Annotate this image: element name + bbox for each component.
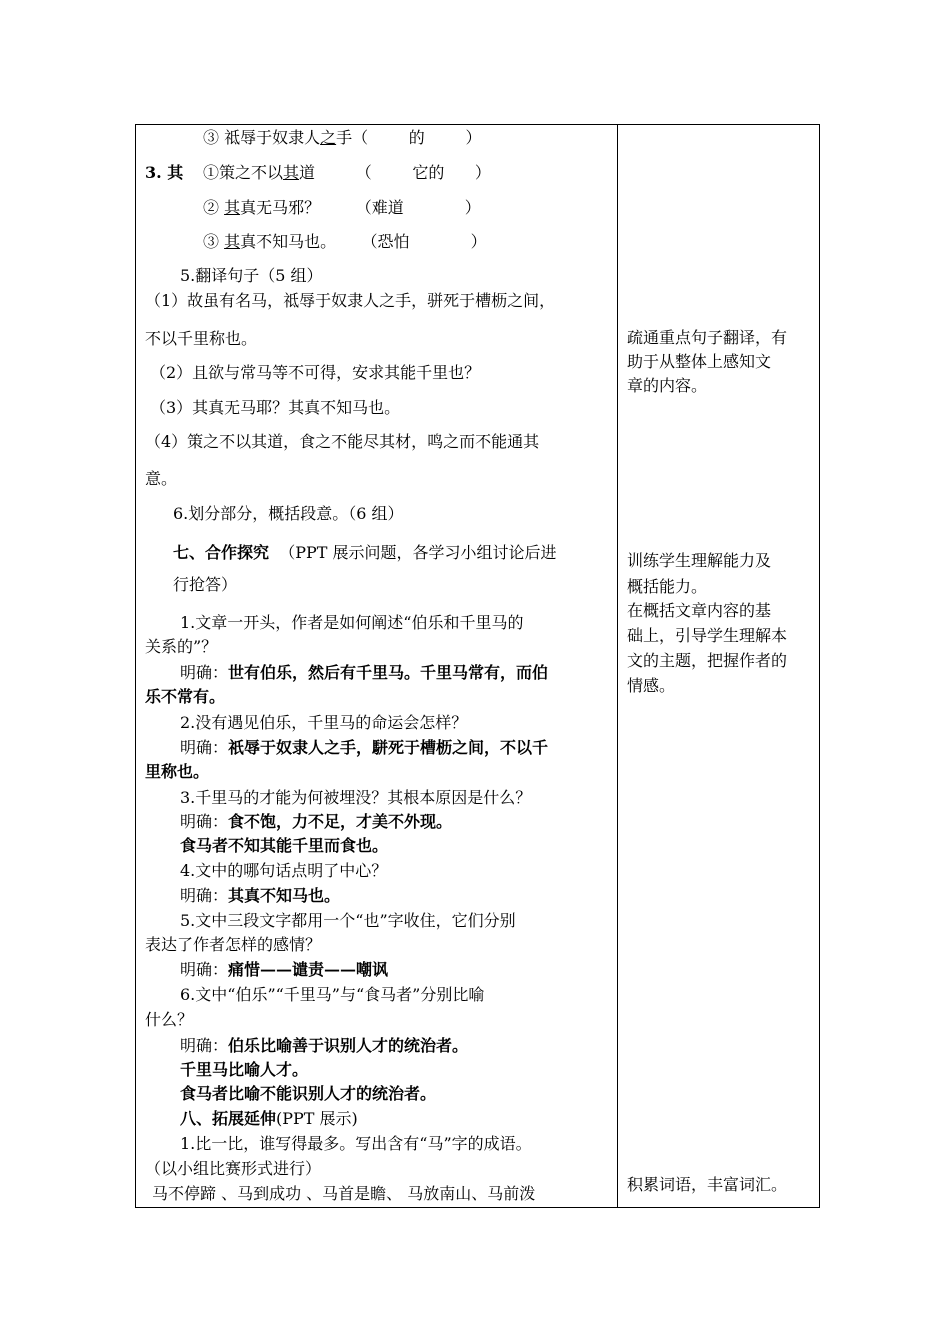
question-1-line-1: 1.文章一开头，作者是如何阐述“伯乐和千里马的 (180, 613, 524, 632)
answer-3-line-2: 食马者不知其能千里而食也。 (180, 836, 389, 855)
sentence-3: （3）其真无马耶？其真不知马也。 (150, 398, 401, 417)
question-5-line-1: 5.文中三段文字都用一个“也”字收住，它们分别 (180, 911, 516, 930)
note-2-line-3: 在概括文章内容的基 (627, 601, 772, 620)
sentence-2: （2）且欲与常马等不可得，安求其能千里也？ (150, 363, 481, 382)
answer-4: 明确：其真不知马也。 (180, 886, 341, 905)
exercise-1-line-2: （以小组比赛形式进行） (145, 1159, 322, 1178)
section-7-heading: 七、合作探究 （PPT 展示问题，各学习小组讨论后进 (173, 543, 557, 562)
qi-heading: 3. 其 (145, 163, 184, 182)
qi-item-3: ③ 其真不知马也。 （恐怕 ） (203, 232, 487, 251)
answer-1-line-1: 明确：世有伯乐，然后有千里马。千里马常有，而伯 (180, 663, 549, 682)
question-3: 3.千里马的才能为何被埋没？其根本原因是什么？ (180, 788, 532, 807)
qi-item-1: ①策之不以其道 （ 它的 ） (203, 163, 491, 182)
note-1-line-2: 助于从整体上感知文 (627, 352, 772, 371)
section-7-note-line-2: 行抢答） (173, 575, 238, 594)
question-5-line-2: 表达了作者怎样的感情？ (145, 935, 322, 954)
sentence-1-line-1: （1）故虽有名马，祗辱于奴隶人之手，骈死于槽枥之间， (145, 291, 556, 310)
note-2-line-4: 础上，引导学生理解本 (627, 626, 788, 645)
section-6-title: 6.划分部分，概括段意。（6 组） (173, 504, 404, 523)
note-2-line-6: 情感。 (627, 676, 676, 695)
column-divider (617, 124, 618, 1208)
note-1-line-1: 疏通重点句子翻译，有 (627, 328, 788, 347)
answer-5: 明确：痛惜——谴责——嘲讽 (180, 960, 389, 979)
question-1-line-2: 关系的”？ (145, 637, 218, 656)
exercise-1-line-1: 1.比一比，谁写得最多。写出含有“马”字的成语。 (180, 1134, 532, 1153)
question-6-line-1: 6.文中“伯乐”“千里马”与“食马者”分别比喻 (180, 985, 485, 1004)
answer-2-line-1: 明确：祇辱于奴隶人之手，駢死于槽枥之间，不以千 (180, 738, 549, 757)
answer-2-line-2: 里称也。 (145, 762, 210, 781)
answer-6-line-2: 千里马比喻人才。 (180, 1060, 309, 1079)
question-4: 4.文中的哪句话点明了中心？ (180, 861, 388, 880)
note-2-line-5: 文的主题，把握作者的 (627, 651, 788, 670)
answer-1-line-2: 乐不常有。 (145, 687, 226, 706)
answer-6-line-1: 明确：伯乐比喻善于识别人才的统治者。 (180, 1036, 469, 1055)
note-1-line-3: 章的内容。 (627, 376, 708, 395)
zhi-item-3: ③ 祗辱于奴隶人之手（ 的 ） (203, 128, 482, 147)
note-2-line-2: 概括能力。 (627, 577, 708, 596)
sentence-1-line-2: 不以千里称也。 (145, 329, 258, 348)
question-6-line-2: 什么？ (145, 1010, 194, 1029)
note-3: 积累词语，丰富词汇。 (627, 1175, 788, 1194)
sentence-4-line-1: （4）策之不以其道，食之不能尽其材，鸣之而不能通其 (145, 432, 540, 451)
idiom-list: 马不停蹄 、马到成功 、马首是瞻、 马放南山、马前泼 (152, 1184, 536, 1203)
qi-item-2: ② 其真无马邪？ （难道 ） (203, 198, 481, 217)
section-8-heading: 八、拓展延伸(PPT 展示) (180, 1109, 358, 1128)
answer-6-line-3: 食马者比喻不能识别人才的统治者。 (180, 1084, 437, 1103)
answer-3-line-1: 明确：食不饱，力不足，才美不外现。 (180, 812, 453, 831)
sentence-4-line-2: 意。 (145, 469, 178, 488)
section-5-title: 5.翻译句子（5 组） (180, 266, 323, 285)
question-2: 2.没有遇见伯乐，千里马的命运会怎样？ (180, 713, 468, 732)
note-2-line-1: 训练学生理解能力及 (627, 551, 772, 570)
